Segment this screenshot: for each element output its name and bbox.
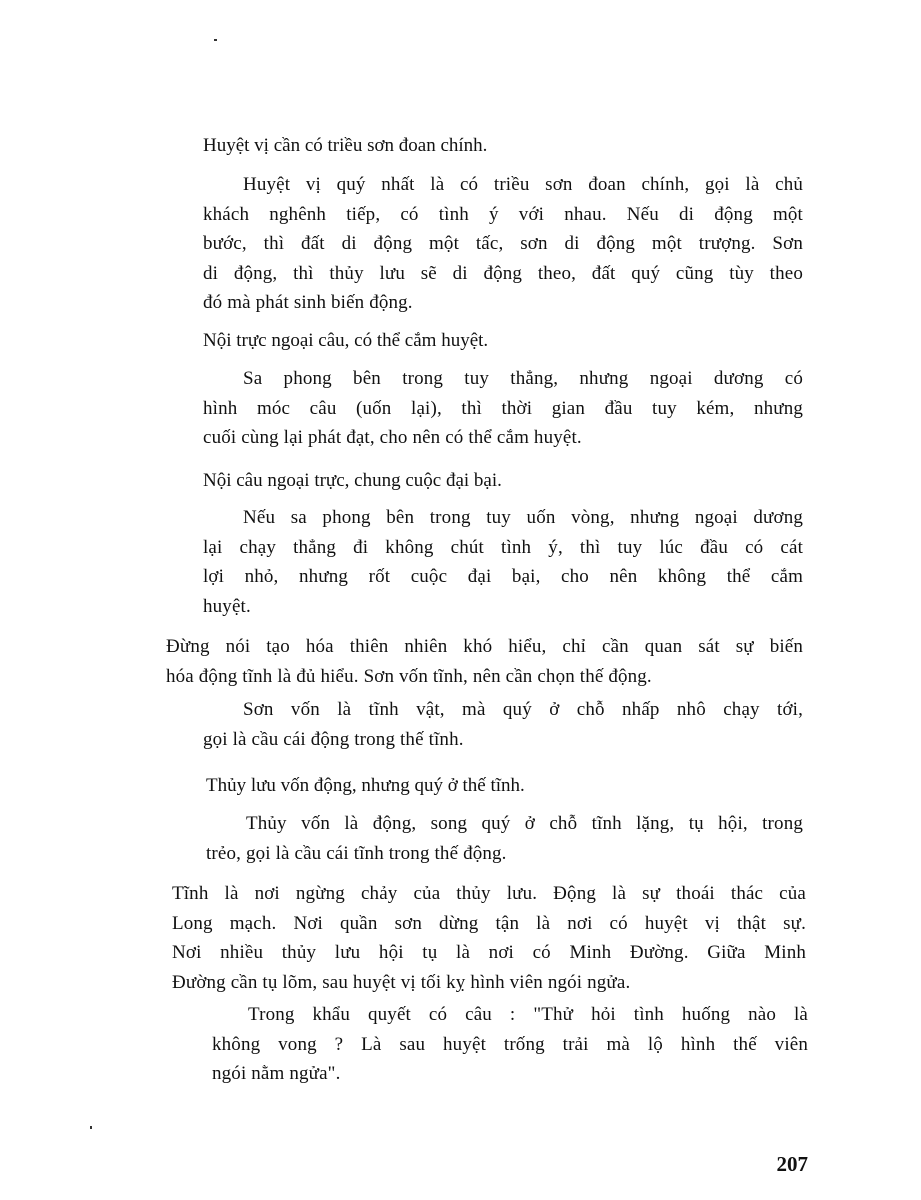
- text-line: khách nghênh tiếp, có tình ý với nhau. Nếu di động một: [203, 203, 803, 225]
- text-line: Đường cần tụ lõm, sau huyệt vị tối kỵ hình viên ngói ngửa.: [172, 971, 631, 993]
- text-line: Nơi nhiều thủy lưu hội tụ là nơi có Minh Đường. Giữa Minh: [172, 942, 806, 963]
- text-line: Sa phong bên trong tuy thẳng, nhưng ngoại dương có: [243, 368, 803, 389]
- main-paragraph: [166, 632, 803, 691]
- indented-paragraph: [212, 1000, 808, 1089]
- text-line: lợi nhỏ, nhưng rốt cuộc đại bại, cho nên không thể cắm: [203, 566, 803, 587]
- section-heading: Thủy lưu vốn động, nhưng quý ở thế tĩnh.: [206, 775, 525, 796]
- text-line: trẻo, gọi là cầu cái tĩnh trong thế động.: [206, 842, 507, 864]
- text-line: di động, thì thủy lưu sẽ di động theo, đất quý cũng tùy theo: [203, 262, 803, 284]
- indented-paragraph: [203, 695, 803, 754]
- text-line: Đừng nói tạo hóa thiên nhiên khó hiểu, chỉ cần quan sát sự biến: [166, 636, 803, 657]
- text-line: bước, thì đất di động một tấc, sơn di động một trượng. Sơn: [203, 233, 803, 254]
- text-line: lại chạy thẳng đi không chút tình ý, thì tuy lúc đầu có cát: [203, 536, 803, 558]
- indented-paragraph: [203, 503, 803, 621]
- text-line: Thủy vốn là động, song quý ở chỗ tĩnh lặng, tụ hội, trong: [246, 813, 803, 834]
- indented-paragraph: [206, 809, 803, 868]
- text-line: Sơn vốn là tĩnh vật, mà quý ở chỗ nhấp nhô chạy tới,: [243, 699, 803, 720]
- text-line: ngói nằm ngửa".: [212, 1063, 341, 1084]
- main-paragraph: [172, 879, 806, 997]
- text-line: cuối cùng lại phát đạt, cho nên có thể cắm huyệt.: [203, 427, 582, 448]
- text-line: Trong khẩu quyết có câu : "Thử hỏi tình huống nào là: [248, 1004, 808, 1025]
- text-line: gọi là cầu cái động trong thế tĩnh.: [203, 728, 464, 750]
- text-line: Long mạch. Nơi quần sơn dừng tận là nơi có huyệt vị thật sự.: [172, 912, 806, 934]
- indented-paragraph: [203, 364, 803, 453]
- indented-paragraph: [203, 170, 803, 318]
- scan-speck: [90, 1126, 92, 1129]
- scan-speck: [214, 39, 217, 41]
- page-number: 207: [776, 1152, 808, 1176]
- text-line: không vong ? Là sau huyệt trống trải mà lộ hình thế viên: [212, 1033, 808, 1055]
- section-heading: Huyệt vị cần có triều sơn đoan chính.: [203, 135, 488, 156]
- text-line: Nếu sa phong bên trong tuy uốn vòng, nhưng ngoại dương: [243, 507, 803, 528]
- text-line: hình móc câu (uốn lại), thì thời gian đầu tuy kém, nhưng: [203, 397, 803, 419]
- text-line: huyệt.: [203, 595, 251, 617]
- text-line: Huyệt vị quý nhất là có triều sơn đoan chính, gọi là chủ: [243, 174, 803, 195]
- text-line: đó mà phát sinh biến động.: [203, 292, 413, 313]
- text-line: Tĩnh là nơi ngừng chảy của thủy lưu. Động là sự thoái thác của: [172, 883, 806, 904]
- text-line: hóa động tĩnh là đủ hiểu. Sơn vốn tĩnh, nên cần chọn thế động.: [166, 665, 652, 687]
- section-heading: Nội câu ngoại trực, chung cuộc đại bại.: [203, 470, 502, 491]
- section-heading: Nội trực ngoại câu, có thể cắm huyệt.: [203, 330, 489, 351]
